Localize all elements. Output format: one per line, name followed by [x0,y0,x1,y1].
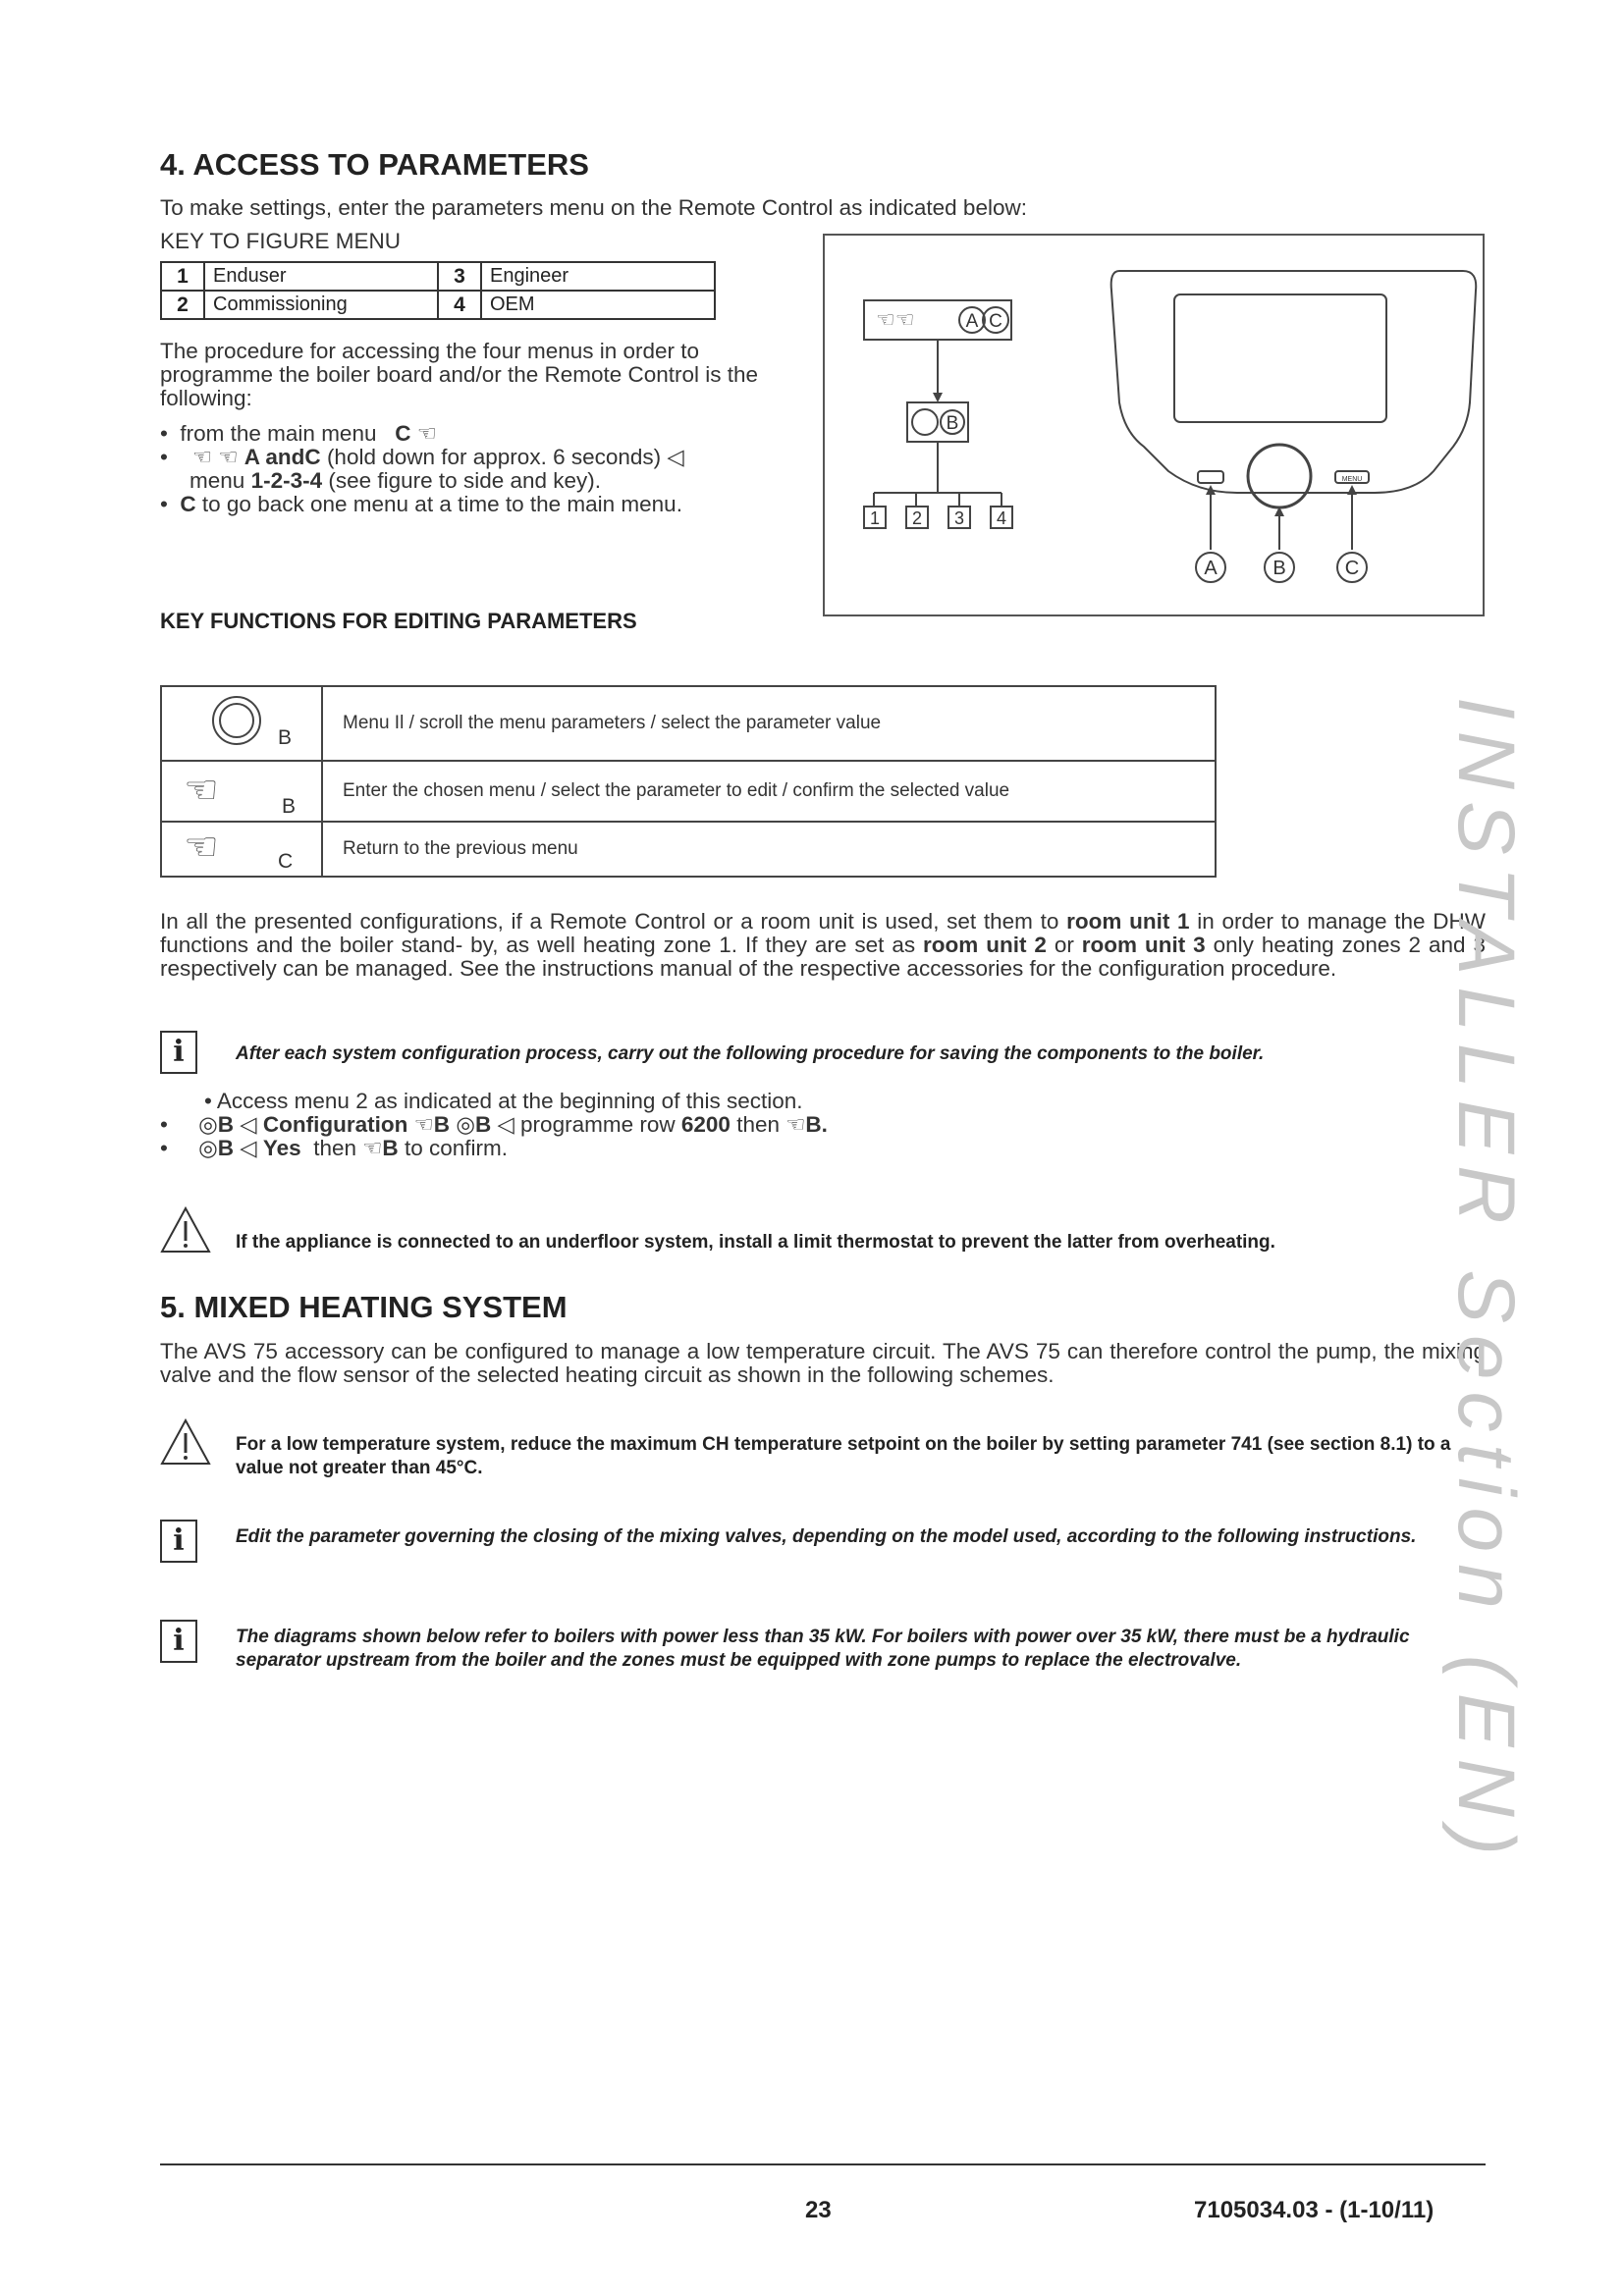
key-label: Enduser [204,262,438,291]
footer-rule [160,2163,1486,2165]
key-label: Commissioning [204,291,438,319]
device-screen [1174,294,1386,422]
note-diagrams-power: The diagrams shown below refer to boilers with power less than 35 kW. For boilers with power over 35 kW, there must be a hydraulic separator upstream from the boiler and the zones must be equipped with zone pumps to replace the electrovalve. [236,1627,1410,1671]
press-icon: ☜ [362,1136,383,1160]
key-label: OEM [481,291,715,319]
knob-icon: ◎ [456,1112,475,1137]
warning-icon [160,1417,211,1467]
step2-nums: 1-2-3-4 [250,468,323,493]
key-b: B [382,1136,399,1160]
fn-icon-cell [161,686,322,761]
key-b: B [433,1112,451,1137]
device-left-button [1198,471,1223,483]
config-bold: room unit 3 [1081,933,1206,957]
config-bold: room unit 1 [1066,909,1190,934]
info-icon: i [160,1031,197,1074]
step2-rest: (hold down for approx. 6 seconds) [326,445,662,469]
press-icon: ☜ ☜ [191,445,239,469]
menu-box-label: 1 [869,508,881,528]
procedure-text: The procedure for accessing the four menus in order to programme the boiler board and/or the Remote Control is the following: [160,339,759,410]
then-text: then [736,1112,780,1137]
knob-icon: ◎ [198,1112,218,1137]
key-functions-title: KEY FUNCTIONS FOR EDITING PARAMETERS [160,609,637,633]
press-icon: ☜ [413,1112,434,1137]
step-1: • from the main menu C ☜ [160,421,437,446]
key-num: 4 [438,291,481,319]
device-knob [1248,445,1311,507]
section4-intro: To make settings, enter the parameters menu on the Remote Control as indicated below: [160,195,1027,220]
device-label: B [1272,558,1286,579]
step2-menu: menu [189,468,245,493]
press-icon: ☜ [416,421,437,446]
press-icon: ☜ [785,1112,806,1137]
fn-key: B [282,795,297,818]
confirm-text: to confirm. [404,1136,508,1160]
section4-title: 4. ACCESS TO PARAMETERS [160,147,589,182]
arrow-head [933,393,943,402]
config-text: In all the presented configurations, if a Remote Control or a room unit is used, set them to [160,909,1067,934]
then-text: then [313,1136,356,1160]
config-bold: room unit 2 [923,933,1047,957]
section5-intro: The AVS 75 accessory can be configured to manage a low temperature circuit. The AVS 75 can therefore control the pump, the mixing valve and the flow sensor of the selected heating circuit as shown in the following schemes. [160,1339,1486,1387]
arrow-icon: ◁ [240,1136,257,1160]
config-text: in order to manage the DHW functions and the boiler stand- by, as well heating zone 1. If they are set as [160,909,1486,957]
menu-button-label: MENU [1341,476,1363,483]
yes-label: Yes [262,1136,301,1160]
label-c: C [989,311,1002,332]
knob-icon [912,409,938,435]
label-a: A [965,311,979,332]
fn-desc: Return to the previous menu [322,822,1216,877]
label-b: B [946,413,959,434]
config-text: or [1046,933,1082,957]
section5-title: 5. MIXED HEATING SYSTEM [160,1290,568,1324]
configuration-paragraph [160,910,1486,981]
page-number: 23 [805,2197,832,2223]
programme-text: programme row [520,1112,676,1137]
warning-underfloor: If the appliance is connected to an underfloor system, install a limit thermostat to prevent the latter from overheating. [236,1232,1275,1253]
step-3: • C to go back one menu at a time to the main menu. [160,492,682,516]
figure-svg [825,236,1483,614]
key-label: Engineer [481,262,715,291]
step-2: • ☜ ☜ A andC (hold down for approx. 6 seconds) ◁ [160,445,684,469]
key-b: B. [805,1112,828,1137]
menu-box-label: 4 [996,508,1007,528]
step1-key: C [395,421,411,446]
sidebar-text: INSTALLER Section (EN) [1441,697,1531,1868]
note-mixing-valves: Edit the parameter governing the closing of the mixing valves, depending on the model used, according to the following instructions. [236,1526,1417,1547]
step3-key: C [180,492,196,516]
key-b: B [474,1112,492,1137]
menu-key-table [160,261,716,320]
remote-control-figure [823,234,1485,616]
config-text: only heating zones 2 and 3 respectively can be managed. See the instructions manual of the respective accessories for the configuration procedure. [160,933,1487,981]
menu-box-label: 3 [953,508,965,528]
step-2b [160,469,808,493]
warning-low-temperature: For a low temperature system, reduce the maximum CH temperature setpoint on the boiler by setting parameter 741 (see section 8.1) to a value not greater than 45°C. [236,1434,1451,1478]
fn-desc: Enter the chosen menu / select the parameter to edit / confirm the selected value [322,761,1216,822]
save-step-1: • Access menu 2 as indicated at the beginning of this section. [204,1089,803,1113]
fn-icon-cell [161,761,322,822]
fn-key: C [278,850,294,873]
menu-box-label: 2 [911,508,923,528]
device-label: C [1344,558,1360,579]
save-step-3: • ◎B ◁ Yes then ☜B to confirm. [160,1136,508,1160]
info-icon: i [160,1620,197,1663]
key-num: 1 [161,262,204,291]
knob-icon: ◎ [198,1136,218,1160]
sidebar-section-label [1441,638,1610,1868]
document-reference: 7105034.03 - (1-10/11) [1194,2197,1435,2223]
key-title: KEY TO FIGURE MENU [160,229,402,253]
save-step-2: • ◎B ◁ Configuration ☜B ◎B ◁ programme row 6200 then ☜B. [160,1112,828,1137]
arrow-icon: ◁ [240,1112,257,1137]
note-save-components: After each system configuration process, carry out the following procedure for saving the components to the boiler. [236,1043,1265,1064]
step3-rest: to go back one menu at a time to the main menu. [201,492,682,516]
hand-icon: ☜☜ [876,308,915,333]
fn-key: B [278,726,293,749]
key-num: 3 [438,262,481,291]
remote-device-outline [1111,271,1477,493]
key-b: B [217,1136,235,1160]
key-functions-table [160,685,1217,878]
save-steps [160,1090,1240,1160]
device-label: A [1204,558,1218,579]
row-number: 6200 [680,1112,731,1137]
arrow-icon: ◁ [667,445,684,469]
back-hand-icon: ☜ [184,826,219,869]
step2-keys: A andC [244,445,321,469]
configuration-label: Configuration [262,1112,408,1137]
step1-text: from the main menu [180,421,377,446]
pointer-head [1347,485,1357,495]
procedure-steps [160,422,808,516]
fn-desc: Menu Il / scroll the menu parameters / select the parameter value [322,686,1216,761]
fn-icon-cell [161,822,322,877]
step2-tail: (see figure to side and key). [328,468,602,493]
key-b: B [217,1112,235,1137]
key-num: 2 [161,291,204,319]
warning-icon [160,1205,211,1255]
press-hand-icon: ☜ [184,769,219,812]
info-icon: i [160,1520,197,1563]
arrow-icon: ◁ [497,1112,514,1137]
